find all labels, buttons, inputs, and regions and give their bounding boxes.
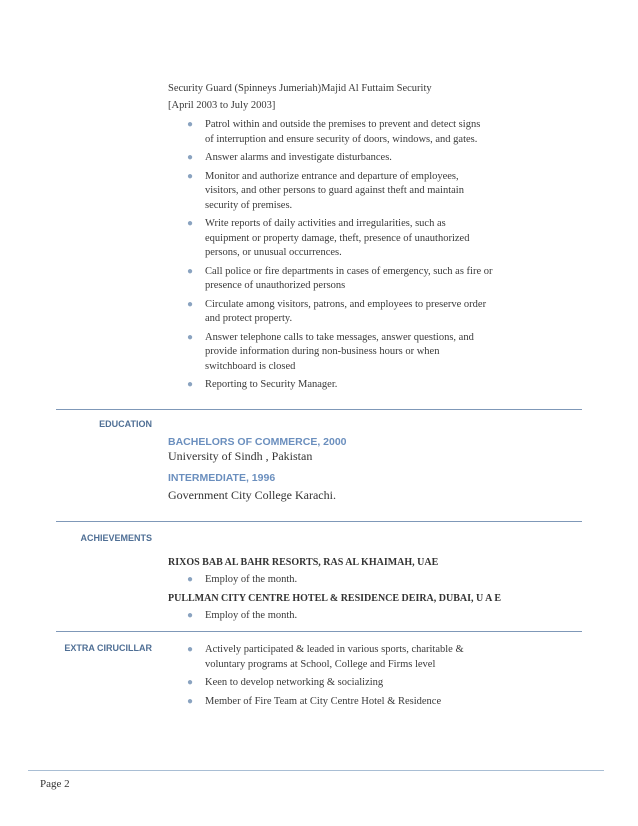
list-item-line: Patrol within and outside the premises to prevent and detect signs (205, 119, 481, 130)
bullet-icon: ● (187, 331, 194, 343)
list-item (168, 151, 515, 166)
list-item-line: of interruption and ensure security of doors, windows, and gates. (205, 133, 478, 145)
bullet-icon: ● (187, 677, 194, 688)
institution-name: University of Sindh , Pakistan (168, 449, 313, 463)
job-dates: [April 2003 to July 2003] (168, 100, 276, 111)
list-item-line: Keen to develop networking & socializing (205, 677, 384, 688)
bullet-icon: ● (187, 119, 194, 130)
list-item (168, 695, 515, 710)
list-item-line: and protect property. (205, 313, 293, 324)
list-item (168, 170, 515, 214)
list-item-line: Monitor and authorize entrance and departure of employees, (205, 170, 459, 182)
list-item-line: equipment or property damage, theft, presence of unauthorized (205, 232, 470, 244)
bullet-icon: ● (187, 695, 194, 707)
achievement-organization: RIXOS BAB AL BAHR RESORTS, RAS AL KHAIMAH, UAE (168, 557, 439, 568)
section-divider (56, 631, 582, 632)
achievements-heading: ACHIEVEMENTS (80, 533, 152, 543)
list-item-line: Actively participated & leaded in various sports, charitable & (205, 644, 464, 655)
list-item: ● Employ of the month. (168, 609, 515, 624)
list-item (168, 118, 515, 147)
section-divider (56, 409, 582, 410)
achievements-section (168, 556, 568, 627)
list-item: ● Employ of the month. (168, 573, 515, 588)
education-section (168, 436, 568, 502)
list-item-line: persons, or unusual occurrences. (205, 247, 342, 258)
institution-name: Government City College Karachi. (168, 488, 336, 502)
job-title: Security Guard (Spinneys Jumeriah)Majid Al Futtaim Security (168, 83, 432, 94)
bullet-icon: ● (187, 152, 194, 163)
job-entry (168, 80, 568, 397)
bullet-icon: ● (187, 265, 194, 277)
list-item (168, 298, 515, 327)
bullet-icon: ● (187, 609, 194, 621)
bullet-icon: ● (187, 218, 194, 229)
bullet-icon: ● (187, 644, 194, 655)
list-item-line: Answer alarms and investigate disturbances. (205, 152, 392, 163)
education-heading: EDUCATION (99, 419, 152, 429)
extra-curricular-heading: EXTRA CIRUCILLAR (64, 643, 152, 653)
list-item-line: Write reports of daily activities and irregularities, such as (205, 218, 446, 229)
list-item-line: Member of Fire Team at City Centre Hotel & Residence (205, 695, 442, 707)
extra-curricular-section (168, 639, 568, 713)
list-item-line: Call police or fire departments in cases of emergency, such as fire or (205, 265, 493, 277)
list-item (168, 217, 515, 261)
list-item-line: visitors, and other persons to guard against theft and maintain (205, 185, 464, 196)
extra-curricular-list (168, 643, 568, 709)
list-item (168, 378, 515, 393)
footer-divider (28, 770, 604, 771)
job-duties-list (168, 118, 568, 393)
bullet-icon: ● (187, 574, 194, 585)
list-item-line: Circulate among visitors, patrons, and employees to preserve order (205, 298, 487, 310)
bullet-icon: ● (187, 298, 194, 310)
page-number: Page 2 (40, 778, 70, 790)
achievement-organization: PULLMAN CITY CENTRE HOTEL & RESIDENCE DEIRA, DUBAI, U A E (168, 592, 502, 604)
bullet-icon: ● (187, 170, 194, 182)
list-item-line: Answer telephone calls to take messages, answer questions, and (205, 331, 474, 343)
section-divider (56, 521, 582, 522)
bullet-icon: ● (187, 379, 194, 390)
list-item-line: switchboard is closed (205, 360, 296, 372)
degree-title: INTERMEDIATE, 1996 (168, 472, 276, 484)
list-item-line: presence of unauthorized persons (205, 280, 346, 291)
list-item-line: voluntary programs at School, College and Firms level (205, 658, 436, 670)
list-item (168, 331, 515, 375)
list-item-line: security of premises. (205, 199, 293, 211)
list-item (168, 643, 515, 672)
list-item-line: Reporting to Security Manager. (205, 379, 338, 390)
degree-title: BACHELORS OF COMMERCE, 2000 (168, 436, 347, 448)
list-item-line: provide information during non-business hours or when (205, 346, 440, 357)
list-item (168, 265, 515, 294)
list-item (168, 676, 515, 691)
